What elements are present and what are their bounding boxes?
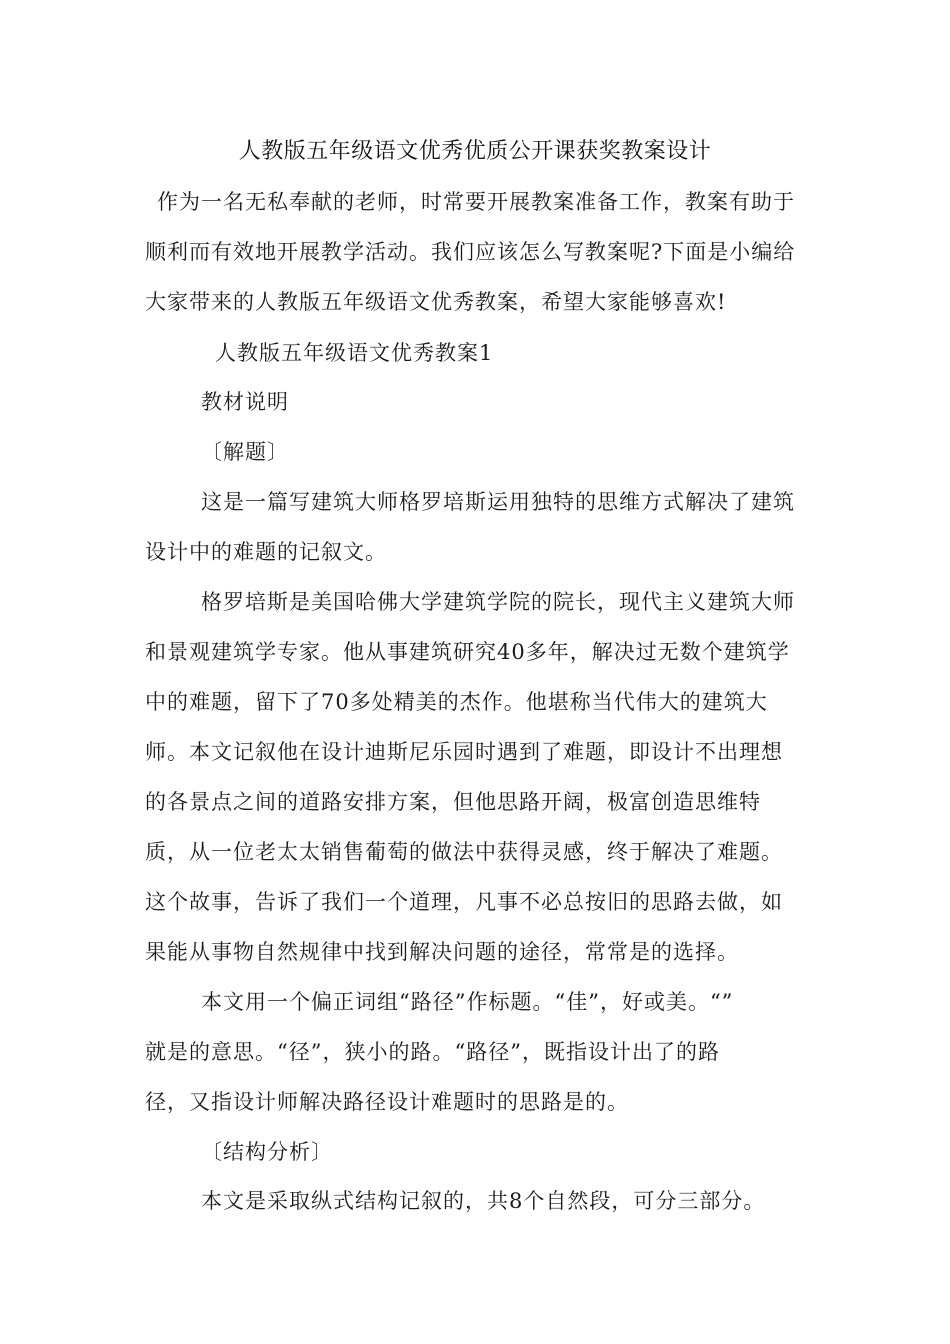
- paragraph-line: 设计中的难题的记叙文。: [145, 540, 387, 564]
- paragraph-4: [145, 1176, 813, 1226]
- structure-heading-text: 〔结构分析〕: [201, 1140, 333, 1164]
- lesson-heading-text: 人教版五年级语文优秀教案1: [215, 341, 494, 365]
- paragraph-line: 本文是采取纵式结构记叙的，共8个自然段，可分三部分。: [201, 1189, 766, 1213]
- paragraph-line: 质，从一位老太太销售葡萄的做法中获得灵感，终于解决了难题。: [145, 840, 783, 864]
- paragraph-line: 这个故事，告诉了我们一个道理，凡事不必总按旧的思路去做，如: [145, 890, 783, 914]
- jieti-heading: [145, 427, 813, 477]
- paragraph-2: [145, 577, 813, 977]
- paragraph-3: [145, 977, 813, 1127]
- intro-line: 顺利而有效地开展教学活动。我们应该怎么写教案呢?下面是小编给: [145, 240, 796, 264]
- paragraph-1: [145, 477, 813, 577]
- intro-paragraph: [145, 177, 813, 327]
- paragraph-line: 和景观建筑学专家。他从事建筑研究40多年，解决过无数个建筑学: [145, 640, 790, 664]
- paragraph-line: 果能从事物自然规律中找到解决问题的途径，常常是的选择。: [145, 940, 739, 964]
- intro-line: 大家带来的人教版五年级语文优秀教案，希望大家能够喜欢!: [145, 290, 727, 314]
- jieti-heading-text: 〔解题〕: [201, 440, 289, 464]
- paragraph-line: 本文用一个偏正词组“路径”作标题。“佳”，好或美。“”: [201, 990, 734, 1014]
- intro-line: 作为一名无私奉献的老师，时常要开展教案准备工作，教案有助于: [157, 190, 795, 214]
- document-title: 人教版五年级语文优秀优质公开课获奖教案设计: [238, 139, 712, 164]
- material-heading-text: 教材说明: [201, 390, 289, 414]
- paragraph-line: 就是的意思。“径”，狭小的路。“路径”，既指设计出了的路: [145, 1040, 720, 1064]
- paragraph-line: 的各景点之间的道路安排方案，但他思路开阔，极富创造思维特: [145, 790, 761, 814]
- paragraph-line: 格罗培斯是美国哈佛大学建筑学院的院长，现代主义建筑大师: [201, 590, 795, 614]
- material-heading: [145, 377, 813, 427]
- structure-heading: [145, 1127, 813, 1177]
- paragraph-line: 这是一篇写建筑大师格罗培斯运用独特的思维方式解决了建筑: [201, 490, 795, 514]
- paragraph-line: 师。本文记叙他在设计迪斯尼乐园时遇到了难题，即设计不出理想: [145, 740, 783, 764]
- paragraph-line: 径，又指设计师解决路径设计难题时的思路是的。: [145, 1090, 629, 1114]
- paragraph-line: 中的难题，留下了70多处精美的杰作。他堪称当代伟大的建筑大: [145, 690, 768, 714]
- lesson-heading: [145, 328, 813, 378]
